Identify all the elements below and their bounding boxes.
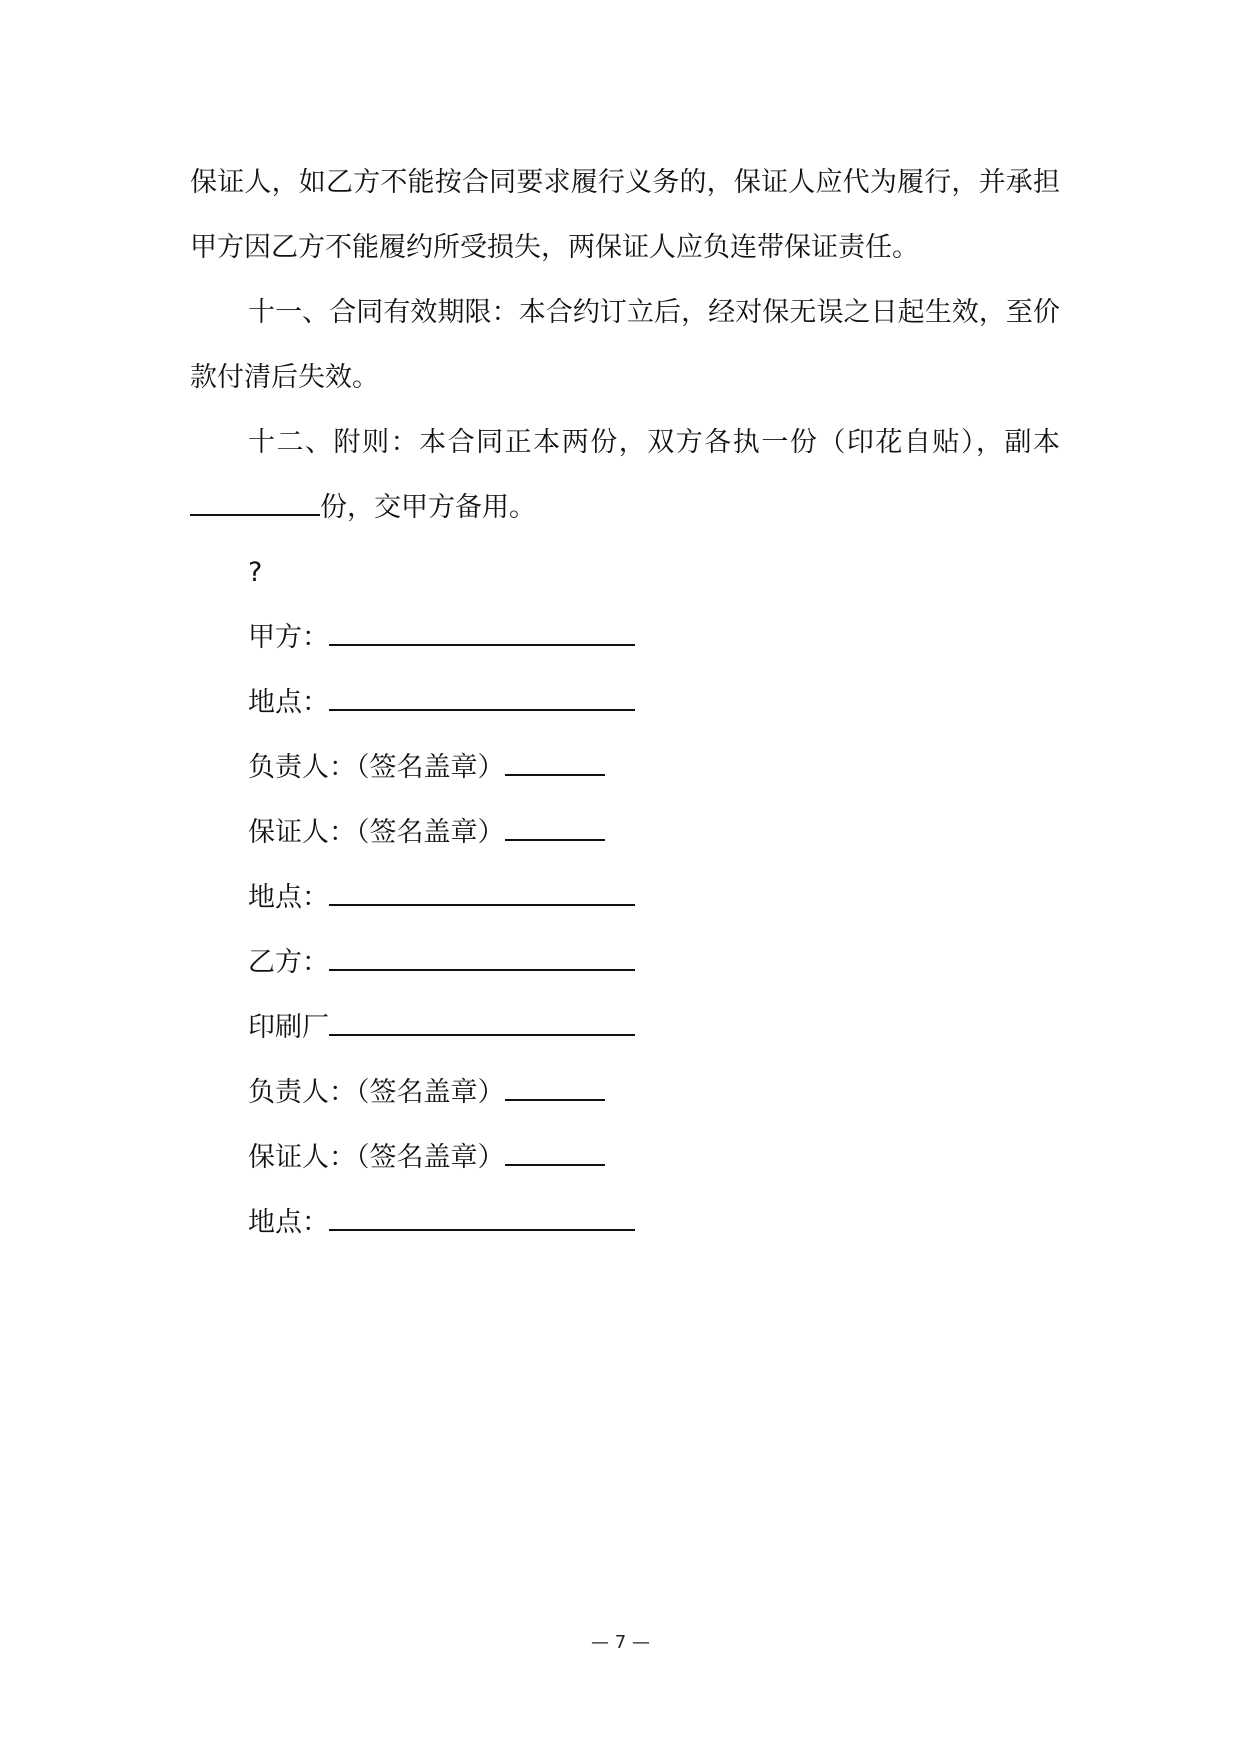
page-number: — 7 — xyxy=(591,1632,650,1653)
sign-blank xyxy=(329,616,635,646)
sign-blank xyxy=(329,941,635,971)
sign-line xyxy=(248,1060,635,1125)
body-text xyxy=(190,150,1060,540)
sign-line xyxy=(248,1190,635,1255)
sign-line xyxy=(248,995,635,1060)
sign-line xyxy=(248,670,635,735)
sign-line xyxy=(248,1125,635,1190)
sign-line-label: 乙方： xyxy=(248,947,329,978)
sign-blank xyxy=(329,1201,635,1231)
sign-line xyxy=(248,930,635,995)
sign-line xyxy=(248,800,635,865)
paragraph-clause-12 xyxy=(190,410,1060,540)
paragraph-clause-11: 十一、合同有效期限：本合约订立后，经对保无误之日起生效，至价款付清后失效。 xyxy=(190,297,1060,393)
sign-blank xyxy=(505,811,605,841)
sign-blank xyxy=(505,1136,605,1166)
sign-line-label: 保证人：（签名盖章） xyxy=(248,1142,505,1173)
clause-12-text-before: 十二、附则：本合同正本两份，双方各执一份（印花自贴），副本 xyxy=(248,427,1060,458)
sign-line-label: 保证人：（签名盖章） xyxy=(248,817,505,848)
sign-blank xyxy=(329,681,635,711)
sign-line-label: 负责人：（签名盖章） xyxy=(248,752,505,783)
sign-blank xyxy=(329,876,635,906)
signature-block xyxy=(248,540,635,1255)
paragraph-guarantor: 保证人，如乙方不能按合同要求履行义务的，保证人应代为履行，并承担甲方因乙方不能履约所受损失，两保证人应负连带保证责任。 xyxy=(190,167,1060,263)
copies-blank xyxy=(190,486,320,516)
sign-blank xyxy=(505,746,605,776)
sign-line xyxy=(248,605,635,670)
question-mark: ? xyxy=(248,557,263,588)
sign-line-label: 地点： xyxy=(248,882,329,913)
sign-blank xyxy=(329,1006,635,1036)
sign-line-label: 甲方： xyxy=(248,622,329,653)
sign-line-label: 负责人：（签名盖章） xyxy=(248,1077,505,1108)
sign-line xyxy=(248,735,635,800)
clause-12-text-after: 份，交甲方备用。 xyxy=(320,492,536,523)
sign-blank xyxy=(505,1071,605,1101)
sign-line-label: 地点： xyxy=(248,687,329,718)
sign-line-label: 印刷厂 xyxy=(248,1012,329,1043)
sign-line-label: 地点： xyxy=(248,1207,329,1238)
sign-line xyxy=(248,865,635,930)
